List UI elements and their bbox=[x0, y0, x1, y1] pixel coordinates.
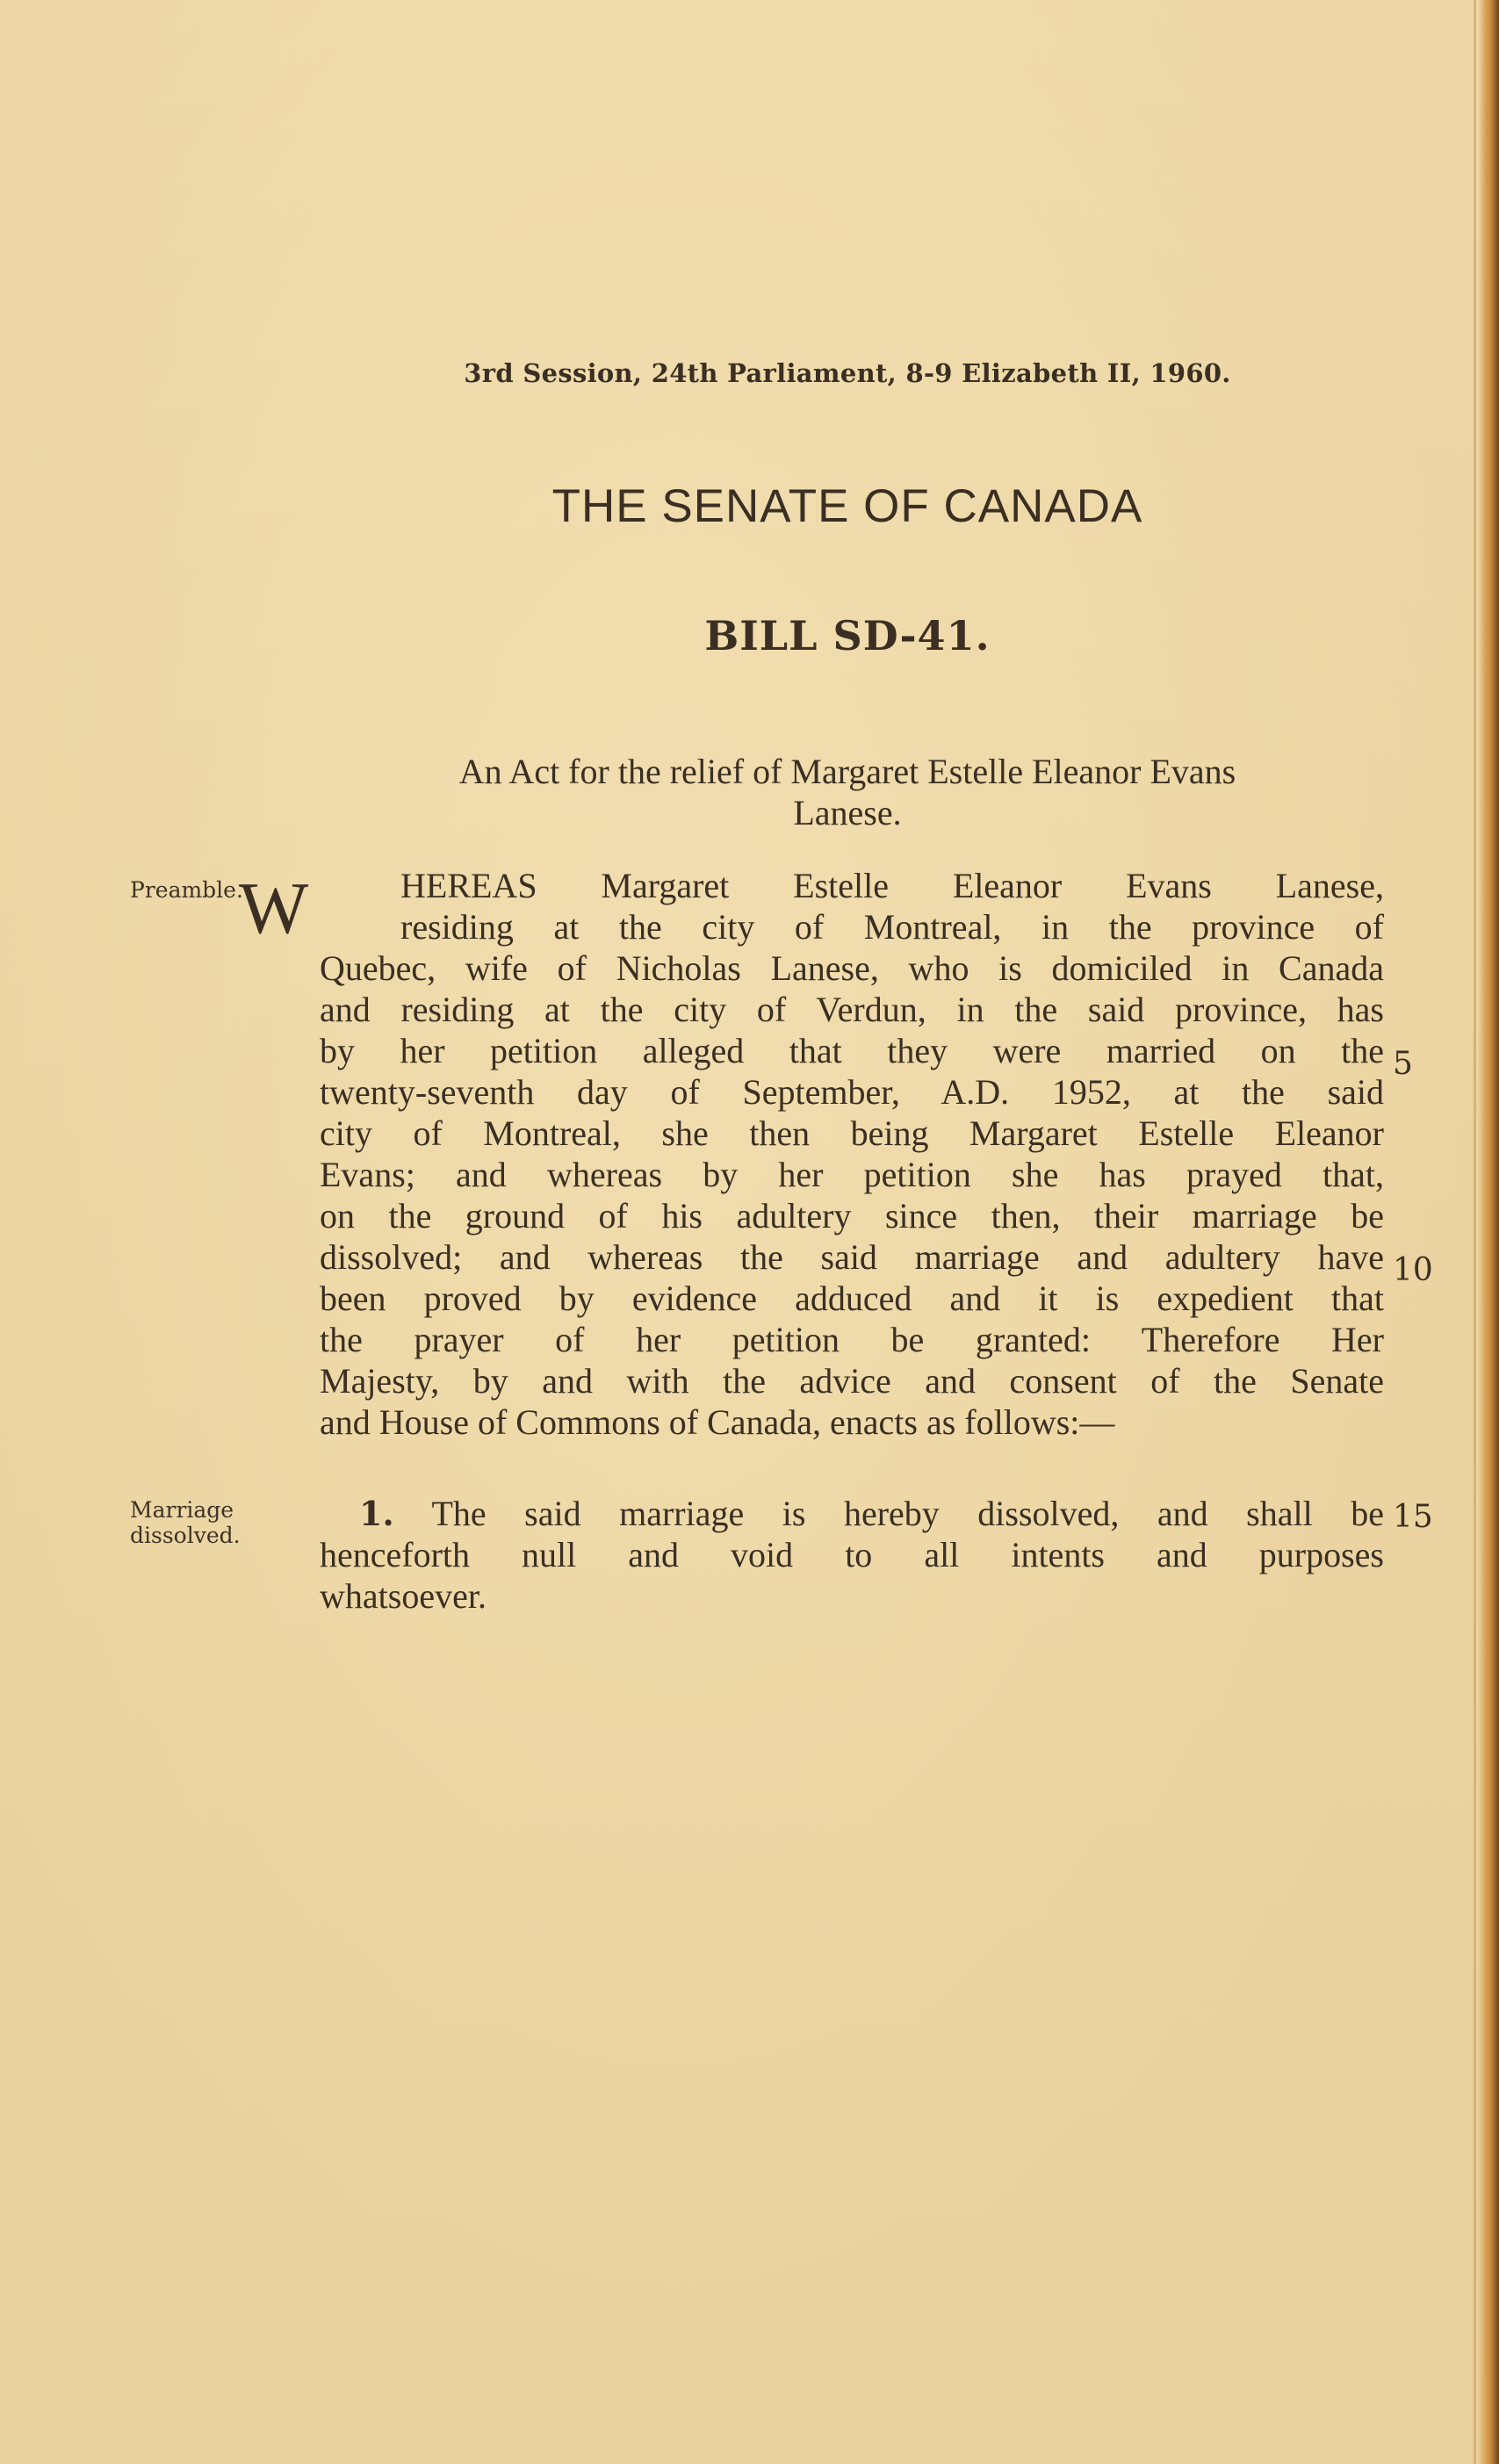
act-title bbox=[342, 751, 1352, 833]
margin-note-marriage-dissolved bbox=[130, 1498, 270, 1549]
preamble-line: dissolved; and whereas the said marriage and adultery have bbox=[320, 1237, 1384, 1277]
line-number-10: 10 bbox=[1393, 1252, 1433, 1288]
section-line: whatsoever. bbox=[320, 1576, 486, 1616]
preamble-line: been proved by evidence adduced and it is expedient that bbox=[320, 1279, 1384, 1318]
line-number-15: 15 bbox=[1393, 1499, 1433, 1535]
line-number-5: 5 bbox=[1393, 1046, 1413, 1082]
margin-note-line-1: Marriage bbox=[130, 1497, 234, 1523]
section-line: henceforth null and void to all intents and purposes bbox=[320, 1535, 1384, 1574]
preamble-line: Evans; and whereas by her petition she has prayed that, bbox=[320, 1155, 1384, 1194]
preamble-line: and House of Commons of Canada, enacts as follows:— bbox=[320, 1402, 1115, 1442]
senate-heading: THE SENATE OF CANADA bbox=[551, 480, 1143, 532]
preamble-line: Quebec, wife of Nicholas Lanese, who is domiciled in Canada bbox=[320, 948, 1384, 988]
preamble-line: on the ground of his adultery since then, their marriage be bbox=[320, 1196, 1384, 1236]
preamble-line: residing at the city of Montreal, in the province of bbox=[400, 907, 1384, 947]
preamble-line-text: HEREAS Margaret Estelle Eleanor Evans Lanese, bbox=[400, 866, 1384, 905]
section-line-text: The said marriage is hereby dissolved, and shall be bbox=[431, 1494, 1384, 1533]
preamble-paragraph bbox=[239, 865, 1384, 1443]
preamble-line: Majesty, by and with the advice and consent of the Senate bbox=[320, 1361, 1384, 1401]
drop-cap: W bbox=[239, 868, 309, 949]
act-title-line-2: Lanese. bbox=[793, 793, 902, 833]
preamble-line: city of Montreal, she then being Margaret Estelle Eleanor bbox=[320, 1113, 1384, 1153]
preamble-line: and residing at the city of Verdun, in the said province, has bbox=[320, 990, 1384, 1029]
section-1 bbox=[320, 1493, 1384, 1617]
bill-number: BILL SD-41. bbox=[704, 612, 991, 659]
preamble-line: twenty-seventh day of September, A.D. 1952, at the said bbox=[320, 1072, 1384, 1112]
preamble-line: by her petition alleged that they were married on the bbox=[320, 1031, 1384, 1070]
preamble-line: the prayer of her petition be granted: Therefore Her bbox=[320, 1320, 1384, 1359]
margin-note-preamble: Preamble. bbox=[130, 877, 243, 903]
section-number: 1. bbox=[359, 1494, 394, 1533]
margin-note-line-2: dissolved. bbox=[130, 1522, 241, 1548]
section-line bbox=[320, 1493, 1384, 1534]
session-heading: 3rd Session, 24th Parliament, 8-9 Elizabeth II, 1960. bbox=[464, 358, 1231, 388]
act-title-line-1: An Act for the relief of Margaret Estelle Eleanor Evans bbox=[458, 752, 1236, 791]
